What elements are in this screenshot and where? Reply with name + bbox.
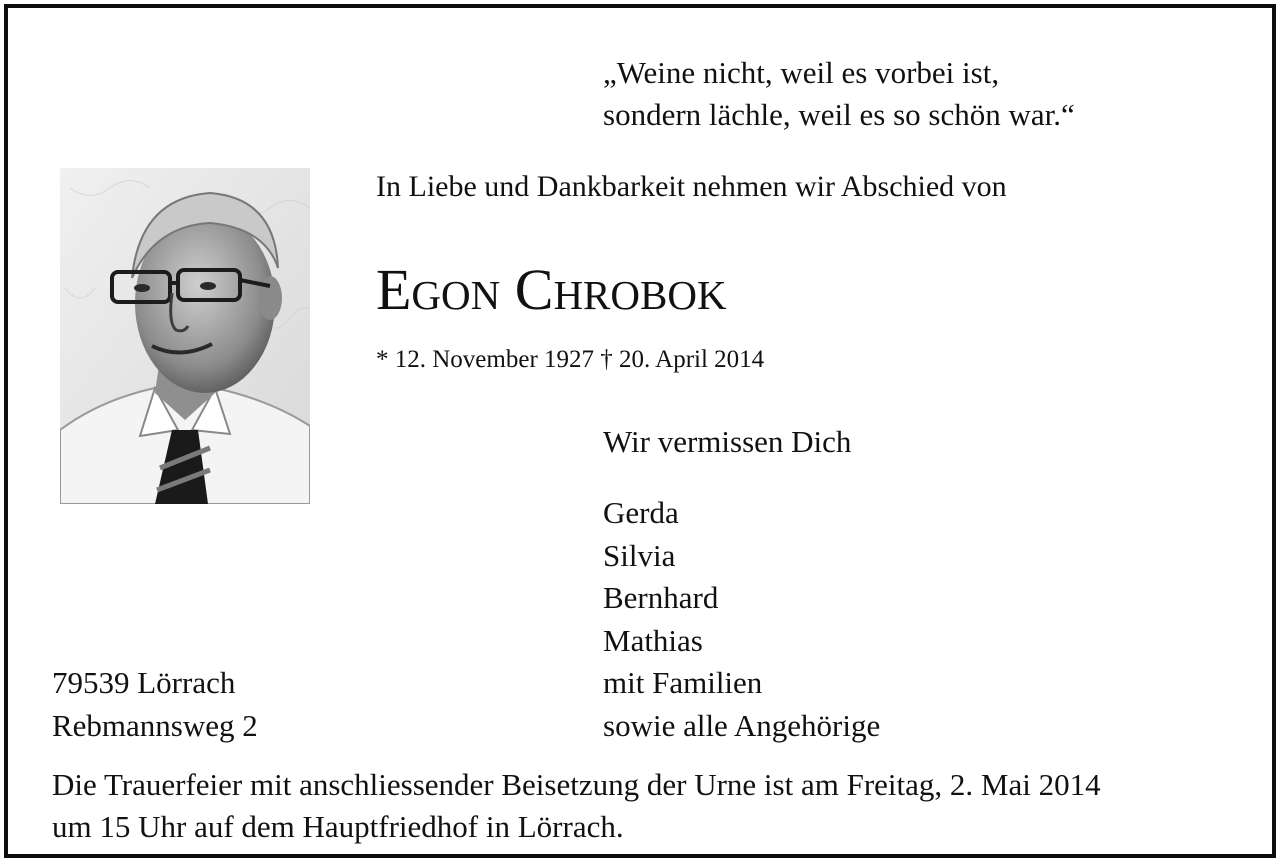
mourners-list [603, 492, 880, 747]
portrait-photo [60, 168, 310, 504]
mourner-name: mit Familien [603, 665, 763, 700]
address-street: Rebmannsweg 2 [52, 708, 258, 743]
mourning-address [52, 661, 258, 747]
deceased-name: Egon Chrobok [376, 257, 727, 322]
mourner-name: Mathias [603, 622, 703, 658]
service-line-1: Die Trauerfeier mit anschliessender Beisetzung der Urne ist am Freitag, 2. Mai 2014 [52, 767, 1101, 802]
quote-line-2: sondern lächle, weil es so schön war.“ [603, 97, 1075, 132]
service-line-2: um 15 Uhr auf dem Hauptfriedhof in Lörrach. [52, 809, 624, 844]
obituary-notice [4, 4, 1276, 858]
mourner-name: sowie alle Angehörige [603, 707, 881, 743]
farewell-intro: In Liebe und Dankbarkeit nehmen wir Abschied von [376, 170, 1007, 203]
mourner-name: Silvia [603, 537, 676, 573]
mourner-name: Gerda [603, 495, 679, 530]
life-dates: * 12. November 1927 † 20. April 2014 [376, 346, 765, 373]
funeral-service-info [52, 764, 1252, 848]
memorial-quote [603, 52, 1223, 136]
portrait-image [60, 168, 310, 504]
quote-line-1: „Weine nicht, weil es vorbei ist, [603, 55, 1000, 90]
miss-you-line: Wir vermissen Dich [603, 424, 852, 459]
mourner-name: Bernhard [603, 580, 719, 615]
address-city: 79539 Lörrach [52, 665, 236, 700]
